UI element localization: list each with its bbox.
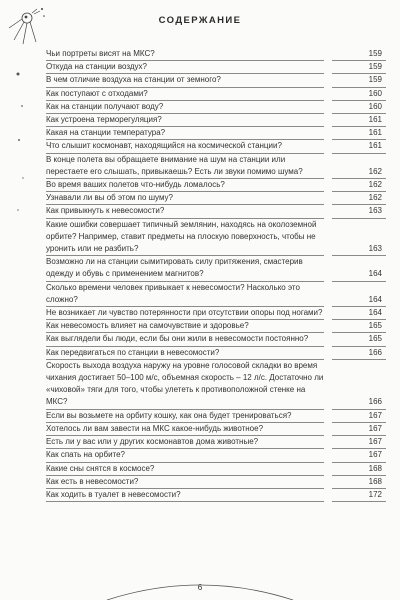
toc-entry-title: В конце полета вы обращаете внимание на шум на станции или перестаете его слышать, привыкаешь? Есть ли звуки помимо шума? bbox=[46, 154, 324, 179]
toc-entry-page: 161 bbox=[332, 114, 386, 127]
toc-entry[interactable] bbox=[46, 88, 386, 101]
toc-entry-title: В чем отличие воздуха на станции от земного? bbox=[46, 74, 324, 87]
toc-entry[interactable] bbox=[46, 307, 386, 320]
toc-entry-title: Не возникает ли чувство потерянности при отсутствии опоры под ногами? bbox=[46, 307, 324, 320]
toc-entry-page: 163 bbox=[332, 205, 386, 218]
toc-entry-title: Возможно ли на станции сымитировать силу притяжения, смастерив одежду и обувь с применением магнитов? bbox=[46, 256, 324, 281]
toc-entry-title: Как ходить в туалет в невесомости? bbox=[46, 489, 324, 502]
toc-entry[interactable] bbox=[46, 61, 386, 74]
toc-entry-page: 167 bbox=[332, 423, 386, 436]
toc-entry[interactable] bbox=[46, 48, 386, 61]
toc-entry-page: 166 bbox=[332, 347, 386, 360]
toc-entry-title: Какая на станции температура? bbox=[46, 127, 324, 140]
toc-entry[interactable] bbox=[46, 127, 386, 140]
toc-entry-title: Если вы возьмете на орбиту кошку, как она будет тренироваться? bbox=[46, 410, 324, 423]
toc-entry-page: 167 bbox=[332, 449, 386, 462]
toc-entry[interactable] bbox=[46, 320, 386, 333]
toc-entry-page: 166 bbox=[332, 396, 386, 409]
toc-entry-page: 159 bbox=[332, 61, 386, 74]
toc-entry-page: 165 bbox=[332, 320, 386, 333]
toc-entry[interactable] bbox=[46, 219, 386, 257]
toc-entry[interactable] bbox=[46, 114, 386, 127]
toc-entry[interactable] bbox=[46, 154, 386, 179]
toc-entry[interactable] bbox=[46, 410, 386, 423]
toc-entry-page: 163 bbox=[332, 243, 386, 256]
toc-entry-page: 168 bbox=[332, 463, 386, 476]
toc-entry[interactable] bbox=[46, 256, 386, 281]
toc-entry-title: Как на станции получают воду? bbox=[46, 101, 324, 114]
toc-entry[interactable] bbox=[46, 205, 386, 218]
toc-entry-page: 161 bbox=[332, 140, 386, 153]
toc-entry[interactable] bbox=[46, 449, 386, 462]
toc-entry[interactable] bbox=[46, 423, 386, 436]
toc-entry[interactable] bbox=[46, 140, 386, 153]
toc-entry-title: Как устроена терморегуляция? bbox=[46, 114, 324, 127]
toc-entry-page: 164 bbox=[332, 307, 386, 320]
toc-entry-title: Как передвигаться по станции в невесомости? bbox=[46, 347, 324, 360]
toc-entry[interactable] bbox=[46, 192, 386, 205]
toc-entry-page: 167 bbox=[332, 410, 386, 423]
toc-entry[interactable] bbox=[46, 476, 386, 489]
toc-entry[interactable] bbox=[46, 463, 386, 476]
toc-entry-title: Хотелось ли вам завести на МКС какое-нибудь животное? bbox=[46, 423, 324, 436]
toc-entry[interactable] bbox=[46, 436, 386, 449]
toc-entry-title: Как спать на орбите? bbox=[46, 449, 324, 462]
toc-entry-page: 162 bbox=[332, 166, 386, 179]
page-number: 6 bbox=[197, 583, 203, 592]
toc-entry-title: Чьи портреты висят на МКС? bbox=[46, 48, 324, 61]
toc-entry[interactable] bbox=[46, 101, 386, 114]
toc-entry-title: Сколько времени человек привыкает к невесомости? Насколько это сложно? bbox=[46, 282, 324, 307]
toc-entry-page: 159 bbox=[332, 48, 386, 61]
toc-entry-title: Как привыкнуть к невесомости? bbox=[46, 205, 324, 218]
toc-entry[interactable] bbox=[46, 333, 386, 346]
satellite-icon bbox=[6, 4, 48, 48]
toc-entry-page: 160 bbox=[332, 101, 386, 114]
toc-entry-page: 162 bbox=[332, 192, 386, 205]
toc-entry-page: 168 bbox=[332, 476, 386, 489]
toc-entry-title: Какие сны снятся в космосе? bbox=[46, 463, 324, 476]
toc-entry-page: 164 bbox=[332, 294, 386, 307]
toc-entry[interactable] bbox=[46, 360, 386, 410]
toc-entry-title: Как есть в невесомости? bbox=[46, 476, 324, 489]
toc-entry-page: 159 bbox=[332, 74, 386, 87]
page-title: СОДЕРЖАНИЕ bbox=[158, 15, 242, 26]
toc-entry[interactable] bbox=[46, 179, 386, 192]
toc-entry-title: Как выглядели бы люди, если бы они жили в невесомости постоянно? bbox=[46, 333, 324, 346]
toc-entry-page: 172 bbox=[332, 489, 386, 502]
toc-entry[interactable] bbox=[46, 282, 386, 307]
toc-entry-title: Скорость выхода воздуха наружу на уровне голосовой складки во время чихания достигает 50–100 м/с, объемная скорость – 12 л/с. Достаточно ли «чиховой» тяги для того, чтобы улететь к противоположной стенке на МКС? bbox=[46, 360, 324, 410]
toc-entry-title: Узнавали ли вы об этом по шуму? bbox=[46, 192, 324, 205]
toc-entry-page: 165 bbox=[332, 333, 386, 346]
star-dots-icon bbox=[14, 70, 28, 220]
toc-entry-page: 167 bbox=[332, 436, 386, 449]
toc-entry-page: 161 bbox=[332, 127, 386, 140]
toc-entry-title: Как поступают с отходами? bbox=[46, 88, 324, 101]
toc-entry-title: Какие ошибки совершает типичный землянин, находясь на околоземной орбите? Например, ставит предметы на плоскую поверхность, чтобы не уронить или не разбить? bbox=[46, 219, 324, 257]
toc-entry[interactable] bbox=[46, 489, 386, 502]
toc-entry-title: Есть ли у вас или у других космонавтов дома животные? bbox=[46, 436, 324, 449]
toc-entry-title: Во время ваших полетов что-нибудь ломалось? bbox=[46, 179, 324, 192]
toc-entry-page: 160 bbox=[332, 88, 386, 101]
toc-entry-title: Откуда на станции воздух? bbox=[46, 61, 324, 74]
toc-entry-title: Что слышит космонавт, находящийся на космической станции? bbox=[46, 140, 324, 153]
toc-entry[interactable] bbox=[46, 74, 386, 87]
toc-entry-page: 164 bbox=[332, 268, 386, 281]
table-of-contents bbox=[46, 48, 386, 502]
toc-entry[interactable] bbox=[46, 347, 386, 360]
toc-entry-title: Как невесомость влияет на самочувствие и здоровье? bbox=[46, 320, 324, 333]
toc-entry-page: 162 bbox=[332, 179, 386, 192]
